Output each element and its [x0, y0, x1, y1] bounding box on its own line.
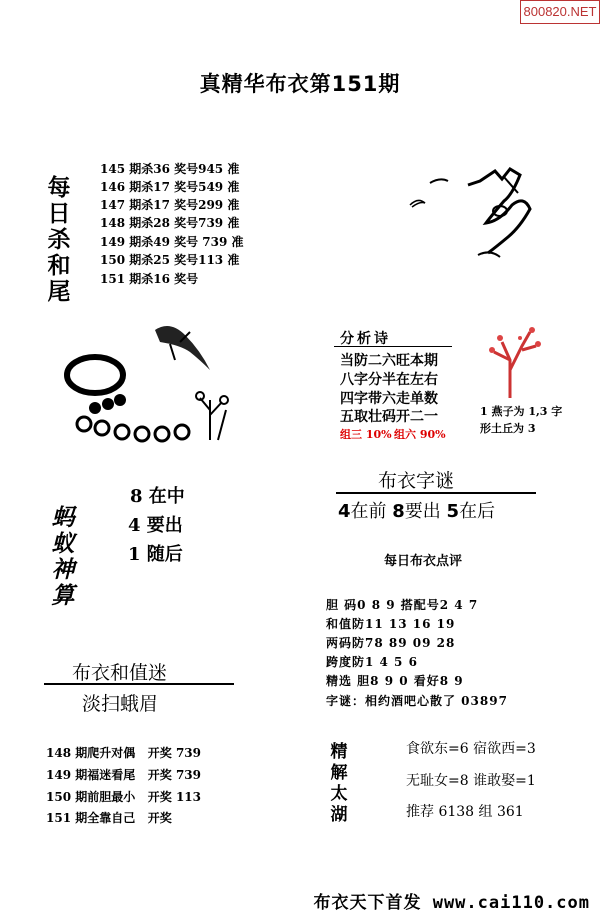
heading-char: 杀: [47, 226, 71, 253]
taihu-line: 食欲东=6 宿欲西=3: [406, 741, 536, 757]
riddle-digit: 8: [392, 501, 405, 522]
ant-calc-line: 8 在中: [130, 486, 185, 507]
side-note: 形土丘为 3: [480, 422, 536, 435]
daily-kill-heading: [46, 175, 72, 305]
poem-line: 五取壮码开二一: [340, 409, 438, 425]
riddle-word: 在后: [459, 501, 496, 522]
riddle-word: 要出: [404, 501, 441, 522]
poem-line: 当防二六旺本期: [340, 353, 438, 369]
heading-char: 算: [51, 582, 75, 609]
history-text: 151 期全靠自己: [46, 811, 136, 825]
ants-drawing: [60, 320, 240, 450]
review-line: 和值防11 13 16 19: [326, 617, 456, 631]
review-heading: 每日布衣点评: [384, 554, 463, 569]
heading-char: 解: [330, 763, 348, 783]
riddle-digit: 4: [338, 501, 351, 522]
heading-char: 日: [47, 200, 71, 227]
kill-line: 145 期杀36 奖号945 准: [100, 162, 240, 176]
side-note: 1 燕子为 1,3 字: [480, 405, 563, 418]
history-row: [46, 766, 201, 783]
heading-char: 精: [330, 742, 348, 762]
riddle-heading: 布衣字谜: [378, 470, 455, 492]
history-prize: 开奖 739: [147, 768, 202, 782]
poem-line: 四字带六走单数: [340, 391, 438, 407]
heading-char: 蚁: [51, 530, 75, 557]
poem-title-underline: [334, 346, 452, 347]
taihu-line: 无耻女=8 谁敢娶=1: [406, 773, 536, 789]
heading-char: 每: [47, 174, 71, 201]
sum-riddle-heading: 布衣和值迷: [72, 662, 168, 684]
history-text: 150 期前胆最小: [46, 790, 136, 804]
riddle-digit: 5: [446, 501, 460, 522]
riddle-answer: [338, 497, 495, 523]
heading-char: 神: [51, 556, 75, 583]
page-title: 真精华布衣第151期: [199, 72, 401, 96]
history-row: [46, 788, 201, 805]
sum-riddle-divider: [44, 683, 234, 685]
review-line: 字谜：相约酒吧心散了 03897: [326, 694, 508, 708]
history-prize: 开奖 113: [147, 790, 202, 804]
heading-char: 蚂: [51, 504, 75, 531]
group3-rate: 组三 10%: [340, 428, 392, 441]
heading-char: 和: [47, 252, 71, 279]
swallow-drawing: [400, 165, 570, 265]
ant-calc-line: 4 要出: [128, 515, 183, 536]
heading-char: 太: [330, 784, 348, 804]
ant-calc-heading: [50, 505, 76, 609]
kill-line: 151 期杀16 奖号: [100, 272, 199, 286]
kill-line: 149 期杀49 奖号 739 准: [100, 235, 244, 249]
taihu-heading: [326, 742, 352, 826]
kill-line: 146 期杀17 奖号549 准: [100, 180, 240, 194]
review-line: 胆 码0 8 9 搭配号2 4 7: [326, 598, 479, 612]
kill-line: 150 期杀25 奖号113 准: [100, 253, 240, 267]
riddle-word: 在前: [350, 501, 387, 522]
heading-char: 湖: [330, 805, 348, 825]
heading-char: 尾: [47, 278, 71, 305]
kill-line: 147 期杀17 奖号299 准: [100, 198, 240, 212]
riddle-divider: [336, 492, 536, 494]
history-row: [46, 809, 172, 826]
kill-line: 148 期杀28 奖号739 准: [100, 216, 240, 230]
review-line: 跨度防1 4 5 6: [326, 655, 418, 669]
review-line: 两码防78 89 09 28: [326, 636, 456, 650]
history-text: 148 期爬升对偶: [46, 746, 136, 760]
group6-rate: 组六 90%: [394, 428, 446, 441]
history-prize: 开奖 739: [147, 746, 202, 760]
poem-title: 分析诗: [340, 331, 391, 347]
history-row: [46, 744, 201, 761]
poem-line: 八字分半在左右: [340, 372, 438, 388]
tree-drawing: [480, 320, 550, 400]
footer-banner: 布衣天下首发 www.cai110.com: [313, 893, 590, 913]
sum-riddle-answer: 淡扫蛾眉: [82, 693, 159, 715]
taihu-line: 推荐 6138 组 361: [406, 804, 524, 820]
history-text: 149 期福迷看尾: [46, 768, 136, 782]
ant-calc-line: 1 随后: [128, 544, 183, 565]
review-line: 精选 胆8 9 0 看好8 9: [326, 674, 464, 688]
watermark-badge: 800820.NET: [520, 0, 600, 24]
history-prize: 开奖: [147, 811, 172, 825]
